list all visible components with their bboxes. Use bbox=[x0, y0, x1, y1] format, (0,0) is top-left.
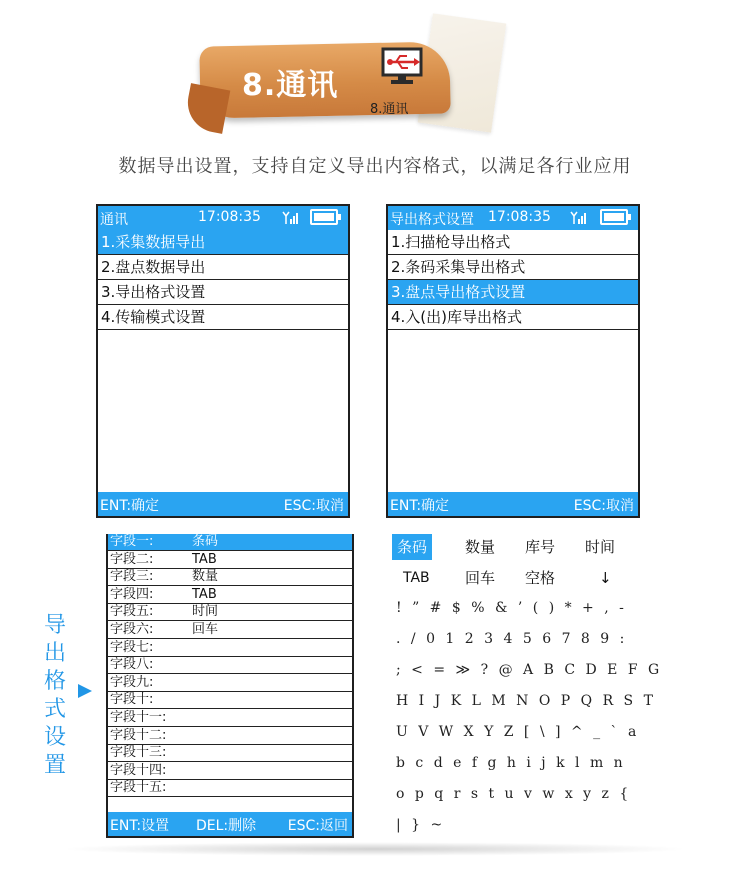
field-value: 数量 bbox=[192, 569, 219, 585]
subtitle: 数据导出设置，支持自定义导出内容格式，以满足各行业应用 bbox=[118, 156, 632, 177]
char-row[interactable]: U V W X Y Z [ \ ] ^ _ ` a bbox=[396, 724, 640, 740]
signal-icon bbox=[570, 211, 588, 225]
char-row[interactable]: ; < = ≫ ? @ A B C D E F G bbox=[396, 662, 663, 678]
field-row[interactable] bbox=[108, 569, 352, 586]
battery-icon bbox=[310, 209, 338, 225]
floor-shadow bbox=[60, 842, 690, 856]
token-time[interactable]: 时间 bbox=[585, 538, 616, 556]
footer-bar bbox=[108, 812, 352, 836]
field-label: 字段十: bbox=[110, 692, 154, 708]
field-label: 字段十一: bbox=[110, 710, 167, 725]
char-row[interactable]: b c d e f g h i j k l m n bbox=[396, 755, 626, 771]
menu-item[interactable]: 4.入(出)库导出格式 bbox=[388, 305, 638, 330]
field-label: 字段八: bbox=[110, 657, 154, 673]
menu-item[interactable]: 2.条码采集导出格式 bbox=[388, 255, 638, 280]
field-value: 回车 bbox=[192, 622, 219, 637]
token-quantity[interactable]: 数量 bbox=[465, 538, 496, 556]
field-row[interactable] bbox=[108, 534, 352, 551]
side-label-char: 置 bbox=[43, 753, 66, 778]
field-value: TAB bbox=[192, 586, 217, 602]
field-row[interactable] bbox=[108, 587, 352, 604]
field-label: 字段六: bbox=[110, 622, 154, 637]
char-row[interactable]: | } ~ bbox=[396, 817, 446, 833]
side-label-char: 出 bbox=[43, 641, 66, 666]
menu-item[interactable]: 1.采集数据导出 bbox=[98, 230, 348, 255]
usb-monitor-icon bbox=[380, 46, 424, 86]
field-row[interactable] bbox=[108, 710, 352, 727]
field-list-screen bbox=[106, 534, 354, 838]
ent-confirm-button[interactable]: ENT:确定 bbox=[100, 498, 160, 514]
screen-title: 导出格式设置 bbox=[390, 212, 474, 228]
token-barcode[interactable]: 条码 bbox=[392, 534, 432, 560]
status-bar bbox=[98, 206, 348, 230]
side-label-char: 格 bbox=[43, 669, 66, 694]
char-row[interactable]: o p q r s t u v w x y z { bbox=[396, 786, 632, 802]
ent-confirm-button[interactable]: ENT:确定 bbox=[390, 498, 450, 514]
menu-item[interactable]: 2.盘点数据导出 bbox=[98, 255, 348, 280]
field-row[interactable] bbox=[108, 728, 352, 745]
field-label: 字段十三: bbox=[110, 745, 167, 761]
field-value: 时间 bbox=[192, 604, 219, 620]
token-row bbox=[392, 534, 642, 562]
footer-bar bbox=[388, 492, 638, 516]
field-row[interactable] bbox=[108, 692, 352, 709]
token-tab[interactable]: TAB bbox=[403, 570, 430, 586]
field-label: 字段十五: bbox=[110, 780, 167, 796]
token-enter[interactable]: 回车 bbox=[465, 569, 496, 587]
field-row[interactable] bbox=[108, 622, 352, 639]
esc-back-button[interactable]: ESC:返回 bbox=[287, 818, 348, 834]
battery-icon bbox=[600, 209, 628, 225]
screen-title: 通讯 bbox=[100, 212, 128, 228]
side-label-char: 式 bbox=[43, 697, 66, 722]
field-row[interactable] bbox=[108, 552, 352, 569]
field-label: 字段四: bbox=[110, 586, 154, 602]
clock: 17:08:35 bbox=[488, 209, 551, 225]
icon-caption: 8.通讯 bbox=[370, 102, 409, 117]
status-bar bbox=[388, 206, 638, 230]
field-row[interactable] bbox=[108, 763, 352, 780]
field-value: TAB bbox=[192, 551, 217, 567]
field-label: 字段十四: bbox=[110, 762, 167, 778]
token-space[interactable]: 空格 bbox=[525, 569, 556, 587]
menu-item[interactable]: 4.传输模式设置 bbox=[98, 305, 348, 330]
esc-cancel-button[interactable]: ESC:取消 bbox=[573, 498, 634, 514]
field-label: 字段七: bbox=[110, 639, 154, 655]
comm-menu-screen bbox=[96, 204, 350, 518]
title-banner bbox=[190, 36, 490, 136]
token-row bbox=[392, 565, 642, 593]
side-label-char: 导 bbox=[43, 613, 66, 638]
side-label-char: 设 bbox=[43, 725, 66, 750]
arrow-right-icon bbox=[78, 684, 92, 698]
field-row[interactable] bbox=[108, 780, 352, 797]
token-warehouse[interactable]: 库号 bbox=[525, 538, 556, 556]
field-label: 字段十二: bbox=[110, 727, 167, 743]
field-row[interactable] bbox=[108, 640, 352, 657]
field-value: 条码 bbox=[192, 534, 219, 549]
del-delete-button[interactable]: DEL:删除 bbox=[196, 818, 257, 834]
field-row[interactable] bbox=[108, 675, 352, 692]
field-label: 字段九: bbox=[110, 674, 154, 690]
menu-item[interactable]: 3.盘点导出格式设置 bbox=[388, 280, 638, 305]
field-label: 字段一: bbox=[110, 534, 154, 549]
char-row[interactable]: H I J K L M N O P Q R S T bbox=[396, 693, 656, 709]
char-row[interactable]: ! ” # $ % & ’ ( ) * + , - bbox=[396, 600, 627, 616]
field-label: 字段五: bbox=[110, 604, 154, 620]
field-row[interactable] bbox=[108, 657, 352, 674]
field-row[interactable] bbox=[108, 745, 352, 762]
export-format-screen bbox=[386, 204, 640, 518]
signal-icon bbox=[282, 211, 300, 225]
menu-item[interactable]: 1.扫描枪导出格式 bbox=[388, 230, 638, 255]
ent-set-button[interactable]: ENT:设置 bbox=[110, 818, 170, 834]
char-row[interactable]: . / 0 1 2 3 4 5 6 7 8 9 : bbox=[396, 631, 628, 647]
clock: 17:08:35 bbox=[198, 209, 261, 225]
token-down-arrow[interactable]: ↓ bbox=[599, 569, 612, 587]
side-label bbox=[40, 612, 70, 780]
field-label: 字段二: bbox=[110, 551, 154, 567]
field-label: 字段三: bbox=[110, 569, 154, 585]
esc-cancel-button[interactable]: ESC:取消 bbox=[283, 498, 344, 514]
menu-item[interactable]: 3.导出格式设置 bbox=[98, 280, 348, 305]
footer-bar bbox=[98, 492, 348, 516]
field-row[interactable] bbox=[108, 604, 352, 621]
banner-title: 8.通讯 bbox=[242, 68, 339, 103]
